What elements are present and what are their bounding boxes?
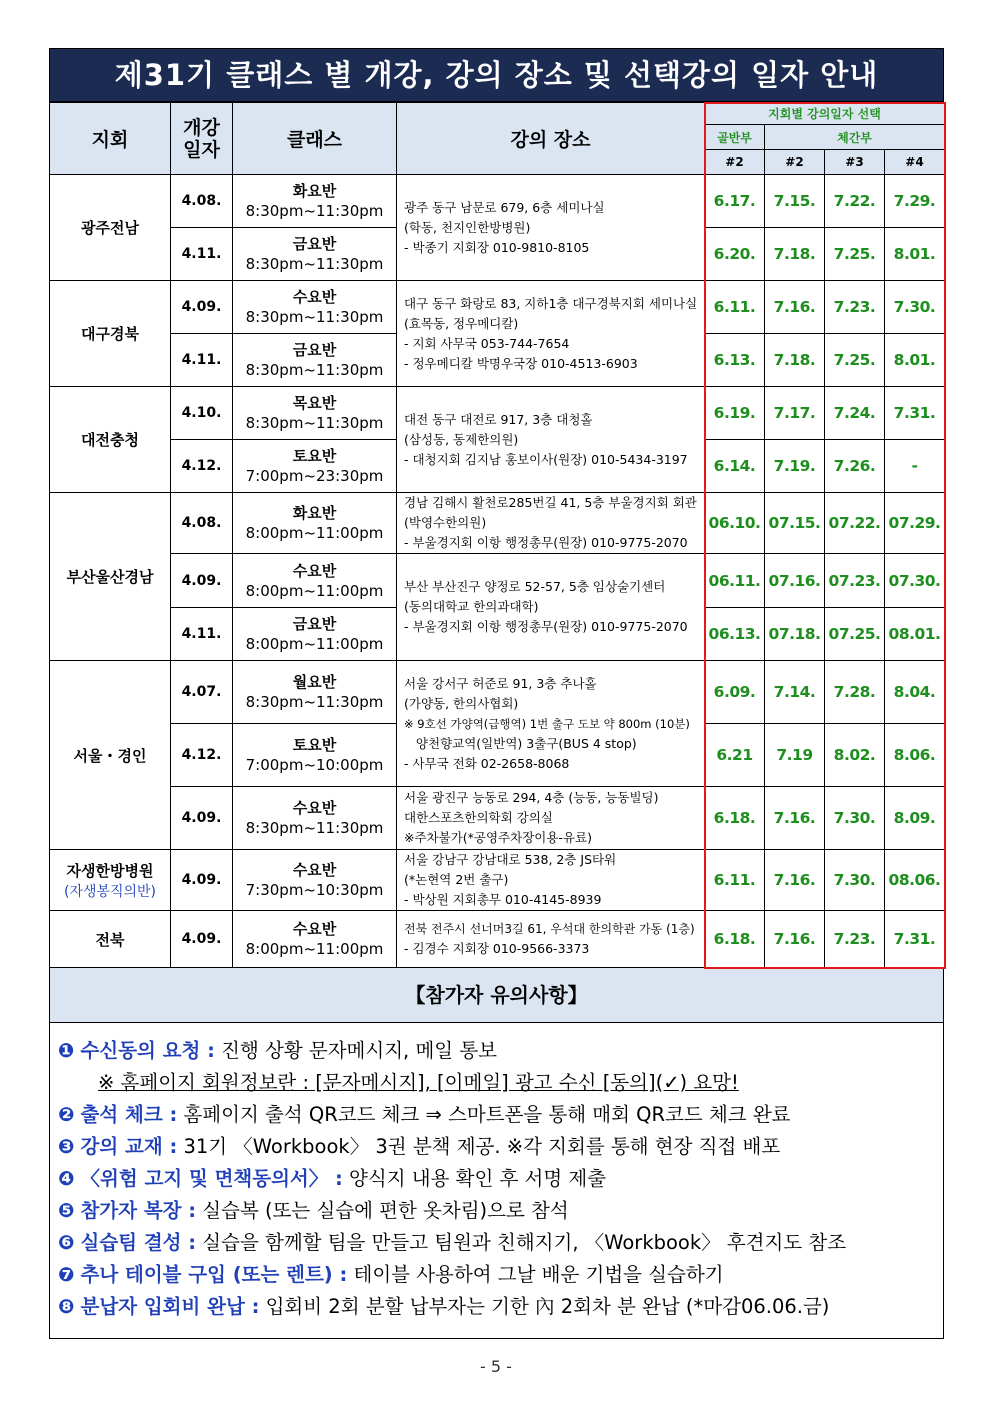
class-time: 8:30pm~11:30pm	[245, 202, 384, 220]
class-name: 토요반	[292, 447, 337, 465]
class-name: 수요반	[292, 861, 337, 879]
note-number: ❸	[58, 1135, 75, 1158]
venue-cell	[397, 493, 705, 554]
select-date: 7.31.	[885, 387, 945, 440]
select-date: 07.16.	[765, 554, 825, 608]
notes-list	[49, 1023, 944, 1339]
venue-line: - 김경수 지회장 010-9566-3373	[404, 941, 590, 956]
select-date: 07.18.	[765, 608, 825, 661]
select-date: 7.23.	[825, 911, 885, 968]
select-date: 7.31.	[885, 911, 945, 968]
schedule-table	[49, 102, 945, 968]
note-label: 출석 체크 :	[80, 1103, 178, 1126]
note-label: 〈위험 고지 및 면책동의서〉 :	[80, 1167, 343, 1190]
open-date: 4.11.	[171, 334, 233, 387]
venue-cell	[397, 175, 705, 281]
select-date: 6.14.	[705, 440, 765, 493]
venue-line: 대한스포츠한의학회 강의실	[404, 810, 553, 825]
header-open-date: 개강 일자	[171, 103, 233, 175]
note-label: 추나 테이블 구입 (또는 렌트) :	[80, 1263, 348, 1286]
note-label: 분납자 입회비 완납 :	[80, 1295, 260, 1318]
open-date: 4.08.	[171, 493, 233, 554]
note-label: 수신동의 요청 :	[80, 1039, 215, 1062]
select-date: -	[885, 440, 945, 493]
venue-line: (동의대학교 한의과대학)	[404, 599, 539, 614]
header-col-3: #3	[825, 150, 885, 175]
venue-cell	[397, 850, 705, 911]
class-time: 8:00pm~11:00pm	[245, 635, 384, 653]
class-cell	[233, 724, 397, 787]
open-date: 4.11.	[171, 608, 233, 661]
note-item	[58, 1163, 933, 1195]
venue-line: 광주 동구 남문로 679, 6층 세미나실	[404, 199, 605, 215]
header-branch: 지회	[50, 103, 171, 175]
venue-line: 서울 강서구 허준로 91, 3층 추나홀	[404, 675, 597, 691]
note-label: 참가자 복장 :	[80, 1199, 197, 1222]
venue-cell	[397, 281, 705, 387]
select-date: 6.19.	[705, 387, 765, 440]
venue-line: (효목동, 정우메디칼)	[404, 315, 519, 331]
note-number: ❺	[58, 1199, 75, 1222]
select-date: 06.13.	[705, 608, 765, 661]
header-trunk: 체간부	[765, 125, 945, 150]
select-date: 7.19	[765, 724, 825, 787]
note-text: 31기 〈Workbook〉 3권 분책 제공. ※각 지회를 통해 현장 직접 배포	[177, 1135, 781, 1158]
venue-line: (학동, 천지인한방병원)	[404, 219, 531, 235]
class-cell	[233, 661, 397, 724]
venue-line: 대구 동구 화랑로 83, 지하1층 대구경북지회 세미나실	[404, 295, 698, 311]
venue-line: - 박종기 지회장 010-9810-8105	[404, 239, 590, 255]
select-date: 6.18.	[705, 911, 765, 968]
select-date: 7.17.	[765, 387, 825, 440]
venue-line: - 부울경지회 이항 행정총무(원장) 010-9775-2070	[404, 619, 688, 634]
open-date: 4.09.	[171, 850, 233, 911]
page-content	[49, 48, 944, 1339]
note-item	[58, 1131, 933, 1163]
select-date: 7.29.	[885, 175, 945, 228]
note-text: 테이블 사용하여 그날 배운 기법을 실습하기	[347, 1263, 724, 1286]
class-cell	[233, 493, 397, 554]
select-date: 06.11.	[705, 554, 765, 608]
select-date: 07.15.	[765, 493, 825, 554]
venue-line: 경남 김해시 활천로285번길 41, 5층 부울경지회 회관	[404, 495, 697, 510]
class-time: 8:30pm~11:30pm	[245, 255, 384, 273]
class-cell	[233, 608, 397, 661]
header-col-2: #2	[765, 150, 825, 175]
class-time: 8:00pm~11:00pm	[245, 581, 384, 600]
select-date: 6.18.	[705, 787, 765, 850]
branch-cell: 대구경북	[50, 281, 171, 387]
class-cell	[233, 440, 397, 493]
select-date: 6.20.	[705, 228, 765, 281]
branch-name: 자생한방병원	[66, 861, 154, 880]
select-date: 8.01.	[885, 334, 945, 387]
notes-title: 【참가자 유의사항】	[49, 968, 944, 1023]
venue-cell	[397, 911, 705, 968]
select-date: 7.15.	[765, 175, 825, 228]
note-subitem	[58, 1067, 933, 1099]
venue-cell	[397, 661, 705, 787]
select-date: 8.01.	[885, 228, 945, 281]
class-cell	[233, 334, 397, 387]
open-date: 4.09.	[171, 787, 233, 850]
class-name: 수요반	[292, 799, 337, 817]
note-number: ❶	[58, 1039, 75, 1062]
class-time: 8:00pm~11:00pm	[245, 940, 384, 958]
note-item	[58, 1035, 933, 1067]
venue-line: - 정우메디칼 박명우국장 010-4513-6903	[404, 355, 638, 371]
class-name: 금요반	[292, 235, 337, 253]
class-time: 7:00pm~10:00pm	[245, 756, 384, 774]
class-name: 수요반	[292, 561, 337, 580]
note-item	[58, 1227, 933, 1259]
page-title: 제31기 클래스 별 개강, 강의 장소 및 선택강의 일자 안내	[49, 48, 944, 102]
open-date: 4.09.	[171, 281, 233, 334]
select-date: 8.06.	[885, 724, 945, 787]
select-date: 07.23.	[825, 554, 885, 608]
class-name: 월요반	[292, 673, 337, 691]
select-date: 7.14.	[765, 661, 825, 724]
select-date: 7.30.	[825, 850, 885, 911]
class-time: 8:00pm~11:00pm	[245, 524, 384, 542]
select-date: 7.28.	[825, 661, 885, 724]
select-date: 7.19.	[765, 440, 825, 493]
note-item	[58, 1195, 933, 1227]
class-time: 7:00pm~23:30pm	[245, 467, 384, 485]
header-col-4: #4	[885, 150, 945, 175]
venue-line: 서울 광진구 능동로 294, 4층 (능동, 능동빌딩)	[404, 790, 659, 805]
select-date: 06.10.	[705, 493, 765, 554]
venue-line: ※주차불가(*공영주차장이용-유료)	[404, 830, 592, 845]
venue-cell	[397, 554, 705, 661]
note-text: 실습복 (또는 실습에 편한 옷차림)으로 참석	[196, 1199, 569, 1222]
class-name: 화요반	[292, 504, 337, 522]
class-name: 토요반	[292, 736, 337, 754]
select-date: 7.25.	[825, 334, 885, 387]
class-cell	[233, 787, 397, 850]
note-text: 진행 상황 문자메시지, 메일 통보	[214, 1039, 497, 1062]
header-venue: 강의 장소	[397, 103, 705, 175]
select-date: 7.16.	[765, 787, 825, 850]
note-subtext: ※ 홈페이지 회원정보란 : [문자메시지], [이메일] 광고 수신 [동의](✓) 요망!	[98, 1071, 739, 1094]
venue-line: (삼성동, 동제한의원)	[404, 431, 519, 447]
header-bone: 골반부	[705, 125, 765, 150]
header-select: 지회별 강의일자 선택	[705, 103, 945, 125]
select-date: 7.25.	[825, 228, 885, 281]
note-number: ❹	[58, 1167, 75, 1190]
note-item	[58, 1259, 933, 1291]
select-date: 08.06.	[885, 850, 945, 911]
note-label: 강의 교재 :	[80, 1135, 178, 1158]
class-cell	[233, 554, 397, 608]
venue-line: (박영수한의원)	[404, 515, 487, 530]
venue-line: 대전 동구 대전로 917, 3층 대청홀	[404, 411, 593, 427]
select-date: 6.21	[705, 724, 765, 787]
select-date: 7.24.	[825, 387, 885, 440]
venue-line: 서울 강남구 강남대로 538, 2층 JS타워	[404, 852, 617, 867]
select-date: 7.18.	[765, 228, 825, 281]
class-name: 수요반	[292, 920, 337, 938]
class-name: 화요반	[292, 182, 337, 200]
header-col-1: #2	[705, 150, 765, 175]
venue-line: - 부울경지회 이항 행정총무(원장) 010-9775-2070	[404, 535, 688, 550]
class-name: 금요반	[292, 341, 337, 359]
select-date: 7.22.	[825, 175, 885, 228]
class-time: 7:30pm~10:30pm	[245, 881, 384, 899]
select-date: 6.11.	[705, 281, 765, 334]
open-date: 4.10.	[171, 387, 233, 440]
class-time: 8:30pm~11:30pm	[245, 414, 384, 432]
select-date: 7.30.	[885, 281, 945, 334]
open-date: 4.12.	[171, 440, 233, 493]
note-item	[58, 1099, 933, 1131]
select-date: 7.16.	[765, 911, 825, 968]
select-date: 7.16.	[765, 850, 825, 911]
select-date: 8.09.	[885, 787, 945, 850]
venue-line: 양천향교역(일반역) 3출구(BUS 4 stop)	[404, 735, 637, 751]
class-cell	[233, 175, 397, 228]
venue-line: 전북 전주시 선너머3길 61, 우석대 한의학관 가동 (1층)	[404, 922, 695, 936]
select-date: 7.18.	[765, 334, 825, 387]
note-item	[58, 1291, 933, 1323]
open-date: 4.08.	[171, 175, 233, 228]
branch-cell: 부산울산경남	[50, 493, 171, 661]
select-date: 6.11.	[705, 850, 765, 911]
class-name: 목요반	[292, 394, 337, 412]
select-date: 7.16.	[765, 281, 825, 334]
branch-cell: 광주전남	[50, 175, 171, 281]
note-label: 실습팀 결성 :	[80, 1231, 197, 1254]
select-date: 07.25.	[825, 608, 885, 661]
venue-line: - 지회 사무국 053-744-7654	[404, 335, 570, 351]
venue-line: - 대청지회 김지남 홍보이사(원장) 010-5434-3197	[404, 451, 688, 467]
select-date: 6.13.	[705, 334, 765, 387]
branch-cell: 전북	[50, 911, 171, 968]
class-time: 8:30pm~11:30pm	[245, 361, 384, 379]
branch-subname: (자생봉직의반)	[63, 883, 157, 900]
note-text: 양식지 내용 확인 후 서명 제출	[342, 1167, 607, 1190]
select-date: 6.09.	[705, 661, 765, 724]
select-date: 7.23.	[825, 281, 885, 334]
select-date: 7.26.	[825, 440, 885, 493]
select-date: 07.30.	[885, 554, 945, 608]
note-text: 실습을 함께할 팀을 만들고 팀원과 친해지기, 〈Workbook〉 후견지도 참조	[196, 1231, 847, 1254]
venue-line: - 박상원 지회총무 010-4145-8939	[404, 892, 602, 907]
venue-cell	[397, 387, 705, 493]
venue-cell	[397, 787, 705, 850]
venue-line: (가양동, 한의사협회)	[404, 695, 519, 711]
branch-cell: 서울・경인	[50, 661, 171, 850]
branch-cell	[50, 850, 171, 911]
class-cell	[233, 281, 397, 334]
select-date: 8.02.	[825, 724, 885, 787]
open-date: 4.09.	[171, 911, 233, 968]
note-number: ❽	[58, 1295, 75, 1318]
select-date: 07.29.	[885, 493, 945, 554]
class-cell	[233, 850, 397, 911]
open-date: 4.07.	[171, 661, 233, 724]
open-date: 4.09.	[171, 554, 233, 608]
venue-line: (*논현역 2번 출구)	[404, 872, 509, 887]
page-number: - 5 -	[480, 1357, 512, 1376]
class-cell	[233, 228, 397, 281]
class-name: 수요반	[292, 288, 337, 306]
select-date: 6.17.	[705, 175, 765, 228]
select-date: 7.30.	[825, 787, 885, 850]
open-date: 4.12.	[171, 724, 233, 787]
select-date: 07.22.	[825, 493, 885, 554]
note-number: ❷	[58, 1103, 75, 1126]
venue-line: 부산 부산진구 양정로 52-57, 5층 임상술기센터	[404, 579, 666, 594]
venue-line: ※ 9호선 가양역(급행역) 1번 출구 도보 약 800m (10분)	[404, 716, 690, 731]
class-cell	[233, 911, 397, 968]
select-date: 08.01.	[885, 608, 945, 661]
class-time: 8:30pm~11:30pm	[245, 308, 384, 326]
note-number: ❻	[58, 1231, 75, 1254]
class-time: 8:30pm~11:30pm	[245, 693, 384, 711]
note-text: 입회비 2회 분할 납부자는 기한 內 2회차 분 완납 (*마감06.06.금)	[259, 1295, 830, 1318]
header-class: 클래스	[233, 103, 397, 175]
select-date: 8.04.	[885, 661, 945, 724]
class-cell	[233, 387, 397, 440]
branch-cell: 대전충청	[50, 387, 171, 493]
note-number: ❼	[58, 1263, 75, 1286]
venue-line: - 사무국 전화 02-2658-8068	[404, 755, 570, 771]
open-date: 4.11.	[171, 228, 233, 281]
class-time: 8:30pm~11:30pm	[245, 819, 384, 837]
note-text: 홈페이지 출석 QR코드 체크 ⇒ 스마트폰을 통해 매회 QR코드 체크 완료	[177, 1103, 791, 1126]
class-name: 금요반	[292, 615, 337, 633]
